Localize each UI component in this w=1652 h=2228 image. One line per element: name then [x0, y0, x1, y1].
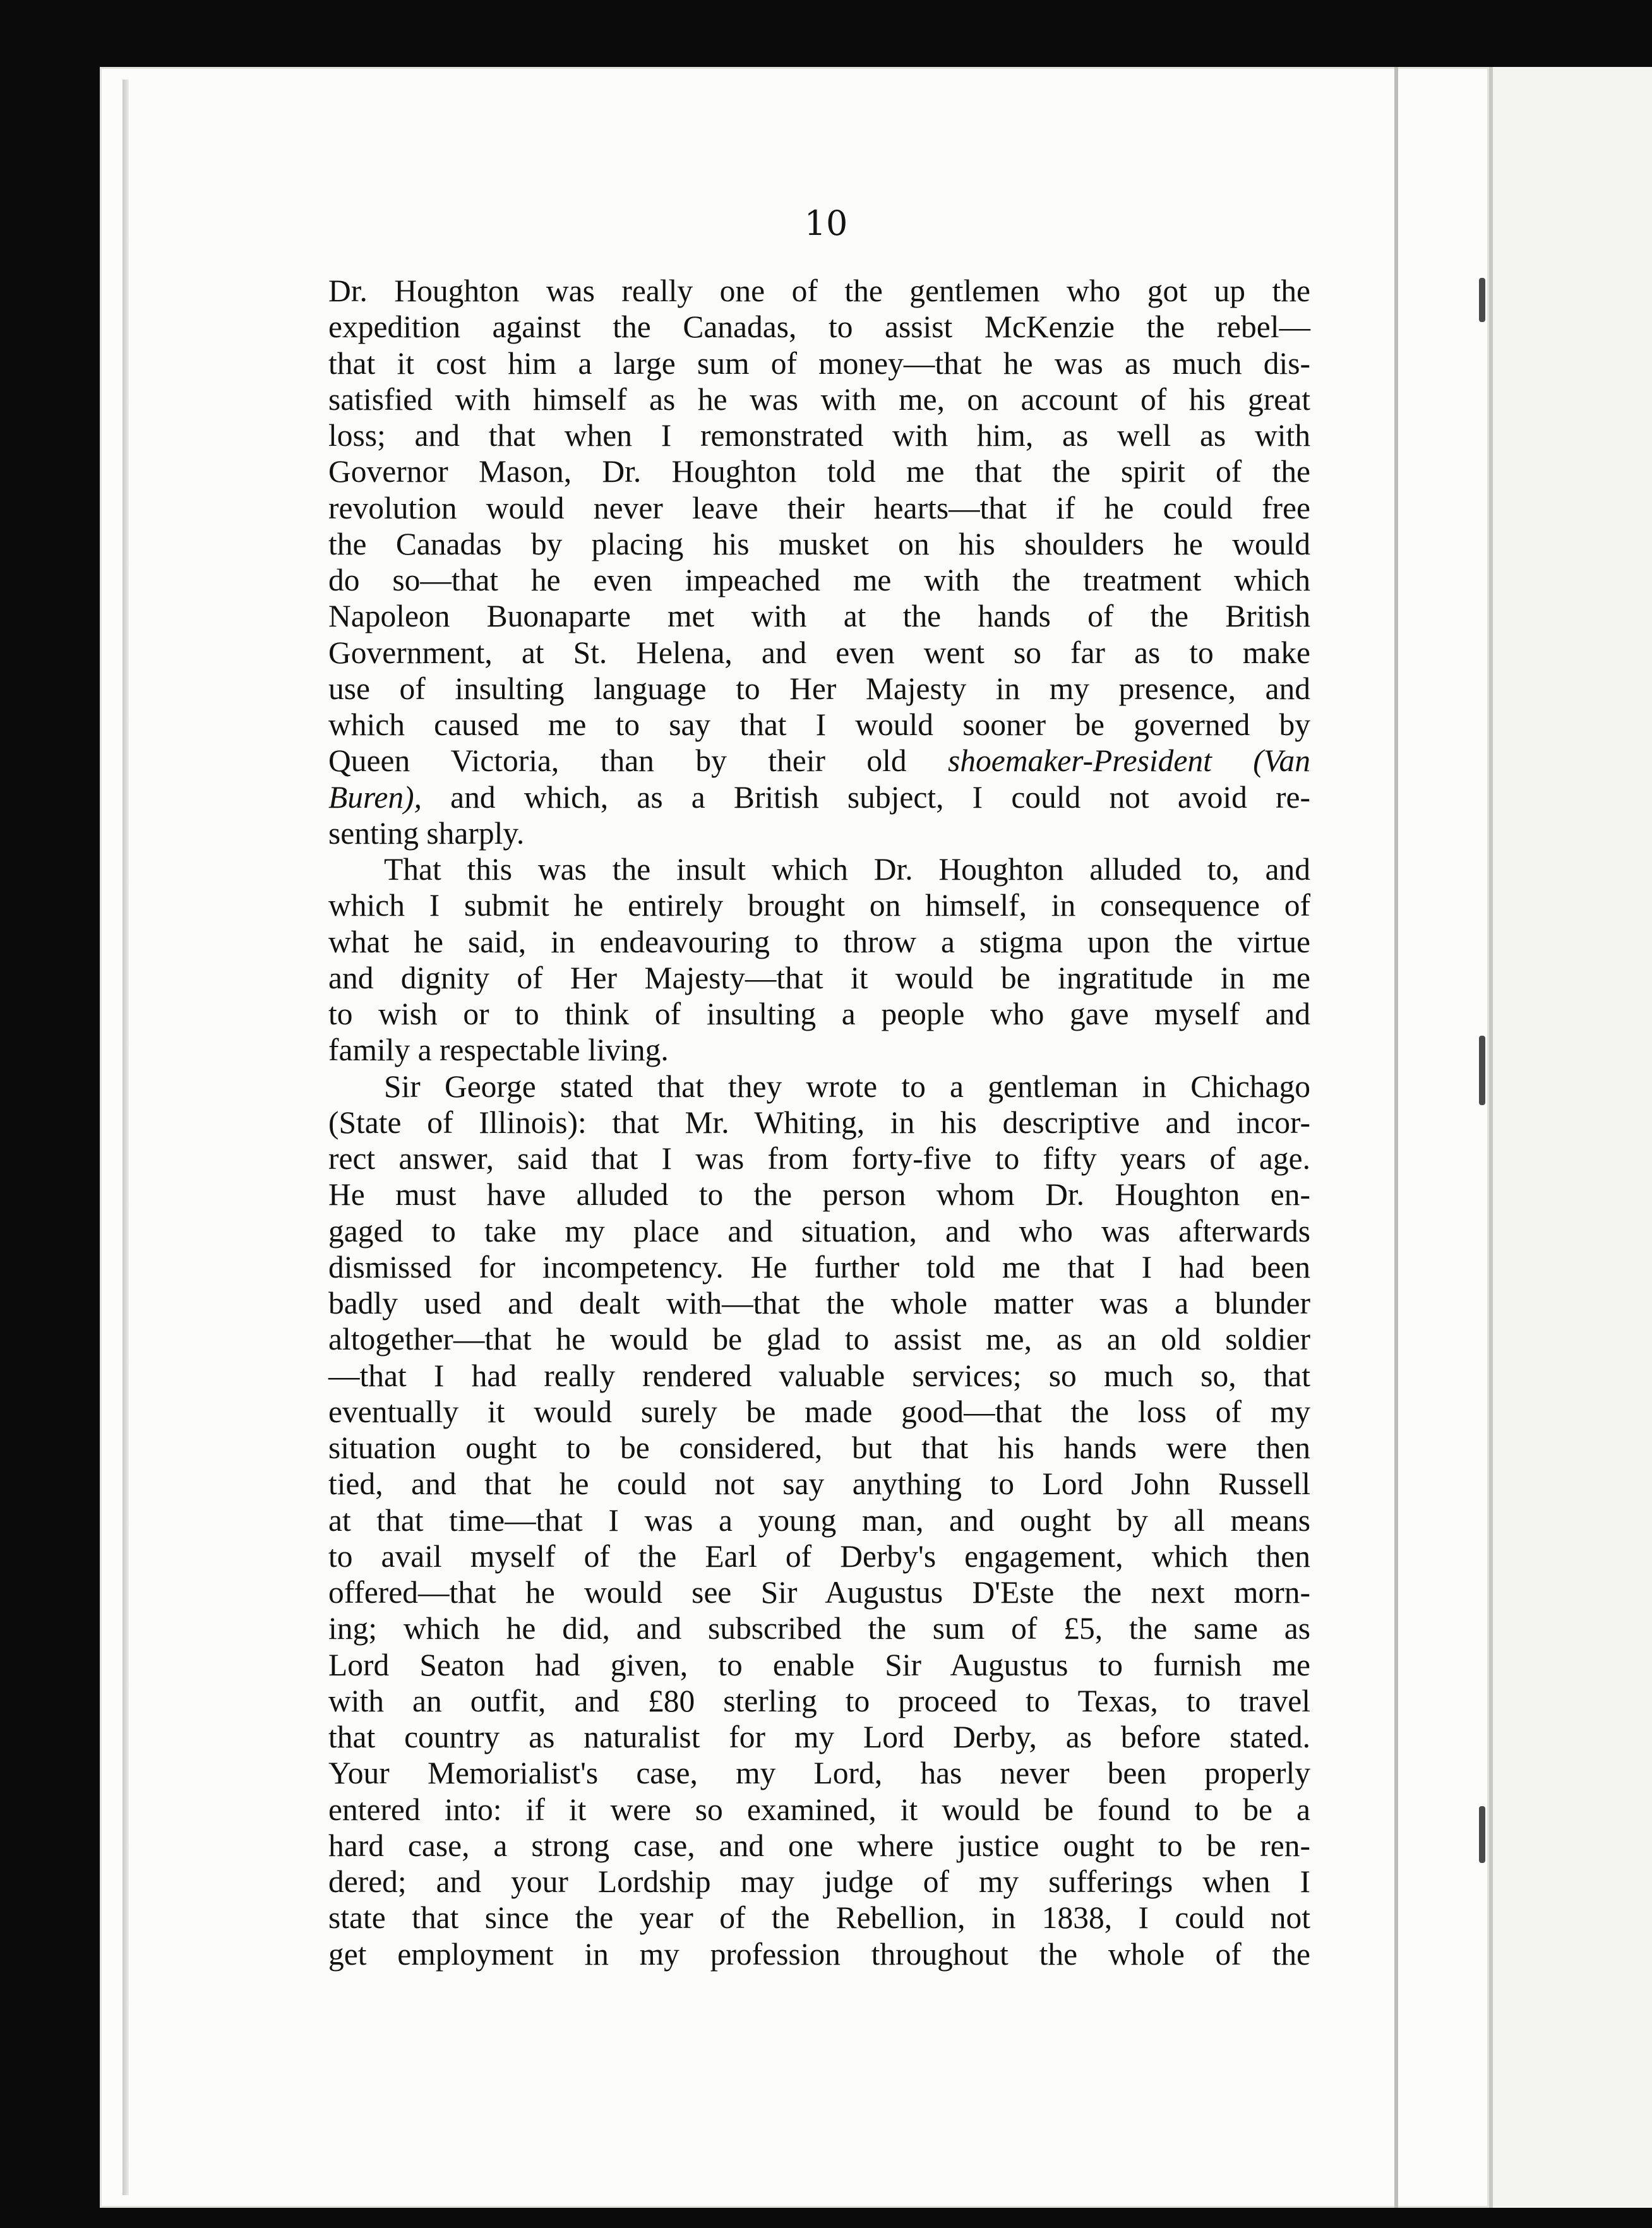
text-line: do so—that he even impeached me with the treatment which — [328, 563, 1310, 597]
text-line — [328, 779, 1310, 815]
text-line: Lord Seaton had given, to enable Sir Augustus to furnish me — [328, 1647, 1310, 1682]
text-line: —that I had really rendered valuable services; so much so, that — [328, 1358, 1310, 1393]
text-run: and which, as a British subject, I could not avoid re- — [422, 779, 1310, 815]
page-fold — [1394, 67, 1398, 2208]
text-line: Your Memorialist's case, my Lord, has never been properly — [328, 1756, 1310, 1791]
text-line: family a respectable living. — [328, 1033, 669, 1068]
text-line: Governor Mason, Dr. Houghton told me that the spirit of the — [328, 454, 1310, 489]
text-line: state that since the year of the Rebellion, in 1838, I could not — [328, 1900, 1310, 1936]
text-run: Queen Victoria, than by their old — [328, 743, 949, 779]
text-line: gaged to take my place and situation, and who was afterwards — [328, 1213, 1310, 1249]
text-line: that country as naturalist for my Lord Derby, as before stated. — [328, 1720, 1310, 1754]
text-line: at that time—that I was a young man, and ought by all means — [328, 1502, 1310, 1538]
text-line: get employment in my profession throughout the whole of the — [328, 1936, 1310, 1972]
adjacent-page-mark — [1479, 1036, 1485, 1105]
text-line: with an outfit, and £80 sterling to proceed to Texas, to travel — [328, 1683, 1310, 1718]
text-line: expedition against the Canadas, to assist McKenzie the rebel— — [328, 309, 1310, 345]
text-line: senting sharply. — [328, 815, 525, 851]
text-line: tied, and that he could not say anything to Lord John Russell — [328, 1466, 1310, 1502]
text-line: to wish or to think of insulting a people who gave myself and — [328, 997, 1310, 1031]
page-number: 10 — [804, 203, 848, 243]
text-line: eventually it would surely be made good—that the loss of my — [328, 1394, 1310, 1429]
text-line: ing; which he did, and subscribed the sum of £5, the same as — [328, 1611, 1310, 1646]
text-line: entered into: if it were so examined, it would be found to be a — [328, 1792, 1310, 1827]
adjacent-page-mark — [1479, 278, 1485, 322]
text-line: which caused me to say that I would sooner be governed by — [328, 707, 1310, 742]
text-line: and dignity of Her Majesty—that it would be ingratitude in me — [328, 960, 1310, 995]
text-line: loss; and that when I remonstrated with him, as well as with — [328, 418, 1310, 453]
text-line: (State of Illinois): that Mr. Whiting, in his descriptive and incor- — [328, 1105, 1310, 1140]
text-line: offered—that he would see Sir Augustus D'Este the next morn- — [328, 1575, 1310, 1610]
adjacent-page-edge — [1489, 67, 1652, 2208]
italic-text: shoemaker-President (Van — [948, 743, 1310, 779]
paragraph-first-line: That this was the insult which Dr. Houghton alluded to, and — [384, 852, 1310, 887]
text-line: situation ought to be considered, but that his hands were then — [328, 1430, 1310, 1465]
text-line: revolution would never leave their hearts—that if he could free — [328, 490, 1310, 525]
text-line: Dr. Houghton was really one of the gentlemen who got up the — [328, 273, 1310, 308]
text-line: use of insulting language to Her Majesty in my presence, and — [328, 671, 1310, 706]
italic-text: Buren), — [328, 779, 422, 815]
text-line: to avail myself of the Earl of Derby's engagement, which then — [328, 1538, 1310, 1574]
adjacent-page-mark — [1479, 1806, 1485, 1863]
text-line — [328, 743, 1310, 779]
text-line: altogether—that he would be glad to assist me, as an old soldier — [328, 1322, 1310, 1357]
text-line: badly used and dealt with—that the whole matter was a blunder — [328, 1286, 1310, 1321]
text-line: the Canadas by placing his musket on his shoulders he would — [328, 526, 1310, 561]
text-line: He must have alluded to the person whom Dr. Houghton en- — [328, 1177, 1310, 1213]
paragraph-first-line: Sir George stated that they wrote to a gentleman in Chichago — [384, 1069, 1310, 1104]
text-line: which I submit he entirely brought on himself, in consequence of — [328, 888, 1310, 923]
text-line: dered; and your Lordship may judge of my sufferings when I — [328, 1864, 1310, 1899]
text-line: rect answer, said that I was from forty-five to fifty years of age. — [328, 1141, 1310, 1176]
body-text — [328, 273, 1310, 1972]
text-line: satisfied with himself as he was with me, on account of his great — [328, 381, 1310, 417]
text-line: what he said, in endeavouring to throw a stigma upon the virtue — [328, 924, 1310, 959]
text-line: Government, at St. Helena, and even went so far as to make — [328, 635, 1310, 670]
text-line: Napoleon Buonaparte met with at the hands of the British — [328, 599, 1310, 634]
text-line: dismissed for incompetency. He further told me that I had been — [328, 1249, 1310, 1285]
text-line: that it cost him a large sum of money—that he was as much dis- — [328, 345, 1310, 381]
text-line: hard case, a strong case, and one where justice ought to be ren- — [328, 1828, 1310, 1863]
page-left-edge — [123, 80, 129, 2195]
